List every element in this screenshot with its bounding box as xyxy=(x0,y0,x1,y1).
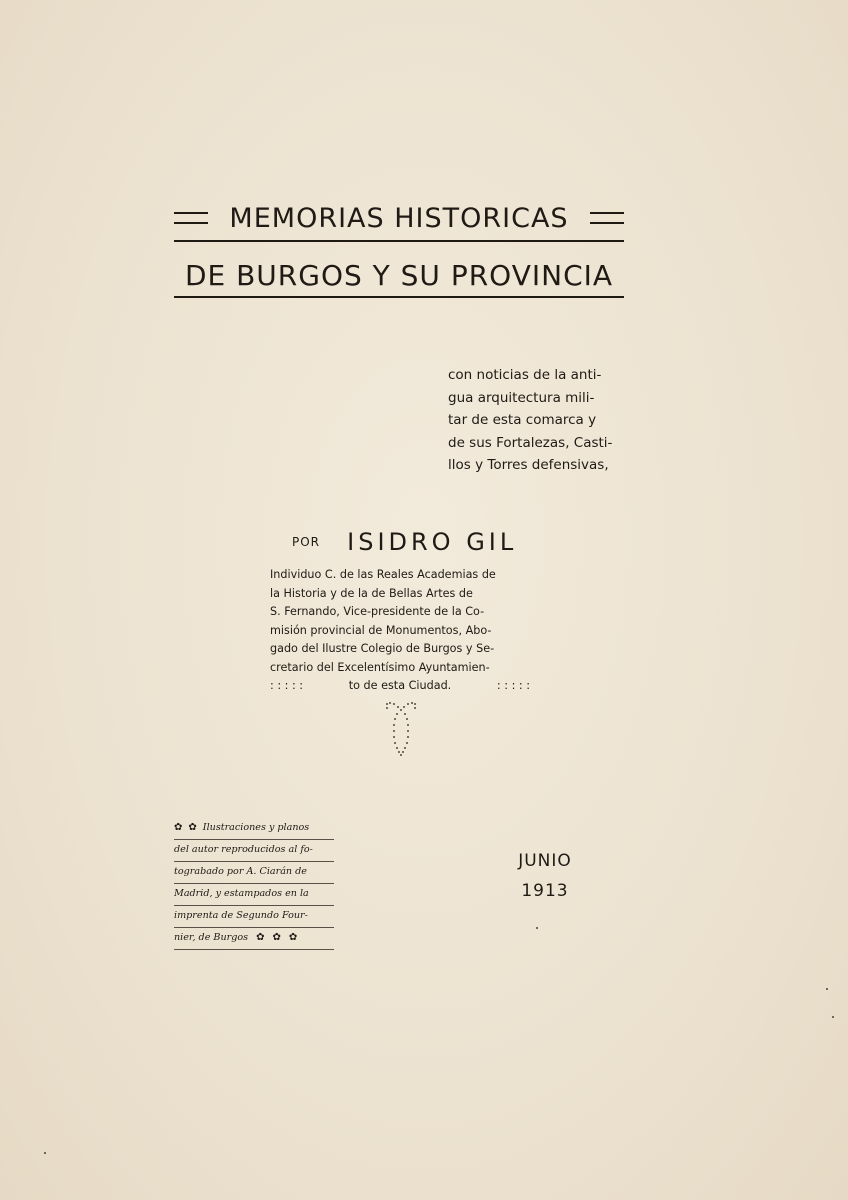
byline-por: POR xyxy=(292,535,321,549)
publication-date xyxy=(500,846,590,906)
subtitle-line: tar de esta comarca y xyxy=(448,412,597,428)
title-line-1 xyxy=(174,196,624,240)
byline xyxy=(292,528,517,556)
subtitle-line: llos y Torres defensivas, xyxy=(448,457,609,473)
credentials-line: Individuo C. de las Reales Academias de xyxy=(270,568,496,581)
paper-speck xyxy=(536,927,538,929)
flower-icon: ✿ xyxy=(188,822,197,833)
title-dash-left xyxy=(174,212,208,224)
credits-line xyxy=(174,928,334,950)
subtitle-line: gua arquitectura mili- xyxy=(448,389,595,406)
dotted-ornament-icon xyxy=(384,700,418,760)
flower-icon: ✿ xyxy=(288,932,298,943)
subtitle-paragraph xyxy=(448,364,628,477)
paper-speck xyxy=(826,988,828,990)
credentials-line: gado del Ilustre Colegio de Burgos y Se- xyxy=(270,642,495,655)
dots-right: : : : : : xyxy=(496,679,530,692)
dots-left: : : : : : xyxy=(270,679,304,692)
credentials-closing-text: to de esta Ciudad. xyxy=(348,679,452,692)
subtitle-line: de sus Fortalezas, Casti- xyxy=(448,434,613,451)
credentials-line: misión provincial de Monumentos, Abo- xyxy=(270,623,492,637)
credentials-last-line xyxy=(270,677,530,696)
sub-title: DE BURGOS Y SU PROVINCIA xyxy=(184,259,614,292)
credits-text: Ilustraciones y planos xyxy=(202,822,310,833)
credits-line xyxy=(174,818,334,840)
credits-line: tograbado por A. Ciarán de xyxy=(174,862,334,884)
credentials-line: S. Fernando, Vice-presidente de la Co- xyxy=(270,605,485,618)
credentials-line: la Historia y de la de Bellas Artes de xyxy=(270,586,473,600)
title-block xyxy=(174,196,624,298)
title-rule-bottom xyxy=(174,296,624,298)
paper-speck xyxy=(832,1016,834,1018)
credits-line: del autor reproducidos al fo- xyxy=(174,840,334,862)
subtitle-line: con noticias de la anti- xyxy=(448,367,602,383)
date-month: JUNIO xyxy=(518,851,572,871)
author-name: ISIDRO GIL xyxy=(347,528,518,556)
credits-text: nier, de Burgos xyxy=(174,932,249,943)
main-title: MEMORIAS HISTORICAS xyxy=(229,202,569,234)
title-dash-right xyxy=(590,212,624,224)
flower-icon: ✿ xyxy=(272,932,281,943)
credentials-line: cretario del Excelentísimo Ayuntamien- xyxy=(270,660,490,674)
flower-icon: ✿ xyxy=(174,822,183,833)
flower-icon: ✿ xyxy=(256,932,265,943)
date-year: 1913 xyxy=(521,881,569,901)
illustration-credits xyxy=(174,818,334,950)
credits-line: imprenta de Segundo Four- xyxy=(174,906,334,928)
paper-speck xyxy=(44,1152,46,1154)
credits-line: Madrid, y estampados en la xyxy=(174,884,334,906)
author-credentials xyxy=(270,566,530,696)
